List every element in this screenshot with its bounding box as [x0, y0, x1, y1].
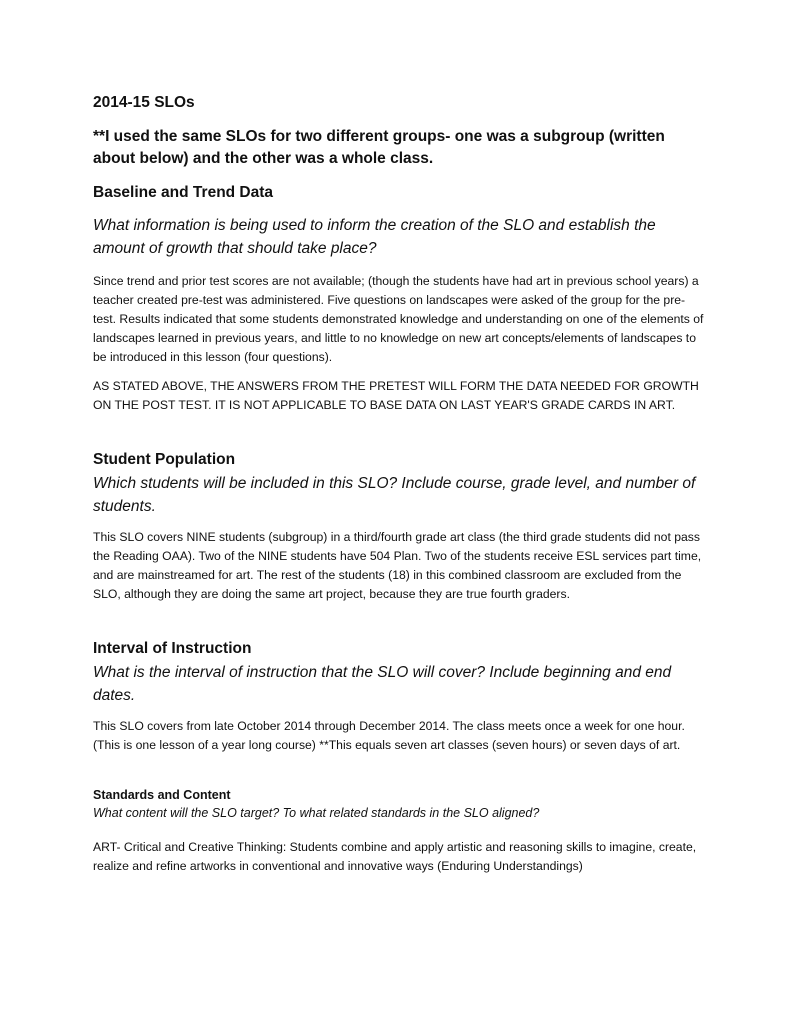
interval-question: What is the interval of instruction that the SLO will cover? Include beginning and end dates.	[93, 664, 672, 704]
population-question: Which students will be included in this SLO? Include course, grade level, and number of students.	[93, 475, 696, 515]
note-heading: **I used the same SLOs for two different groups- one was a subgroup (written about below) and the other was a whole class.	[93, 128, 665, 167]
population-paragraph: This SLO covers NINE students (subgroup) in a third/fourth grade art class (the third grade students did not pass the Reading OAA). Two of the NINE students have 504 Plan. Two of the students receive ESL services part time, and are mainstreamed for art. The rest of the students (18) in this combined classroom are excluded from the SLO, although they are doing the same art project, because they are true fourth graders.	[93, 530, 702, 601]
standards-question: What content will the SLO target? To what related standards in the SLO aligned?	[93, 806, 540, 820]
standards-paragraph: ART- Critical and Creative Thinking: Students combine and apply artistic and reasoning skills to imagine, create, realize and refine artworks in conventional and innovative ways (Enduring Understandings)	[93, 840, 697, 873]
baseline-paragraph-caps: AS STATED ABOVE, THE ANSWERS FROM THE PRETEST WILL FORM THE DATA NEEDED FOR GROWTH ON THE POST TEST. IT IS NOT APPLICABLE TO BASE DATA ON LAST YEAR'S GRADE CARDS IN ART.	[93, 379, 699, 412]
standards-heading: Standards and Content	[93, 788, 231, 802]
baseline-heading: Baseline and Trend Data	[93, 184, 274, 201]
population-heading: Student Population	[93, 451, 236, 468]
document-page	[93, 92, 705, 876]
baseline-paragraph: Since trend and prior test scores are not available; (though the students have had art in previous school years) a teacher created pre-test was administered. Five questions on landscapes were asked of the group for the pre-test. Results indicated that some students demonstrated knowledge and understanding on one of the elements of landscapes learned in previous years, and little to no knowledge on new art concepts/elements of landscapes to be introduced in this lesson (four questions).	[93, 274, 704, 364]
document-title: 2014-15 SLOs	[93, 94, 195, 111]
baseline-question: What information is being used to inform the creation of the SLO and establish the amount of growth that should take place?	[93, 217, 656, 257]
interval-heading: Interval of Instruction	[93, 640, 252, 657]
interval-paragraph: This SLO covers from late October 2014 through December 2014. The class meets once a week for one hour. (This is one lesson of a year long course) **This equals seven art classes (seven hours) or seven days of art.	[93, 719, 685, 752]
